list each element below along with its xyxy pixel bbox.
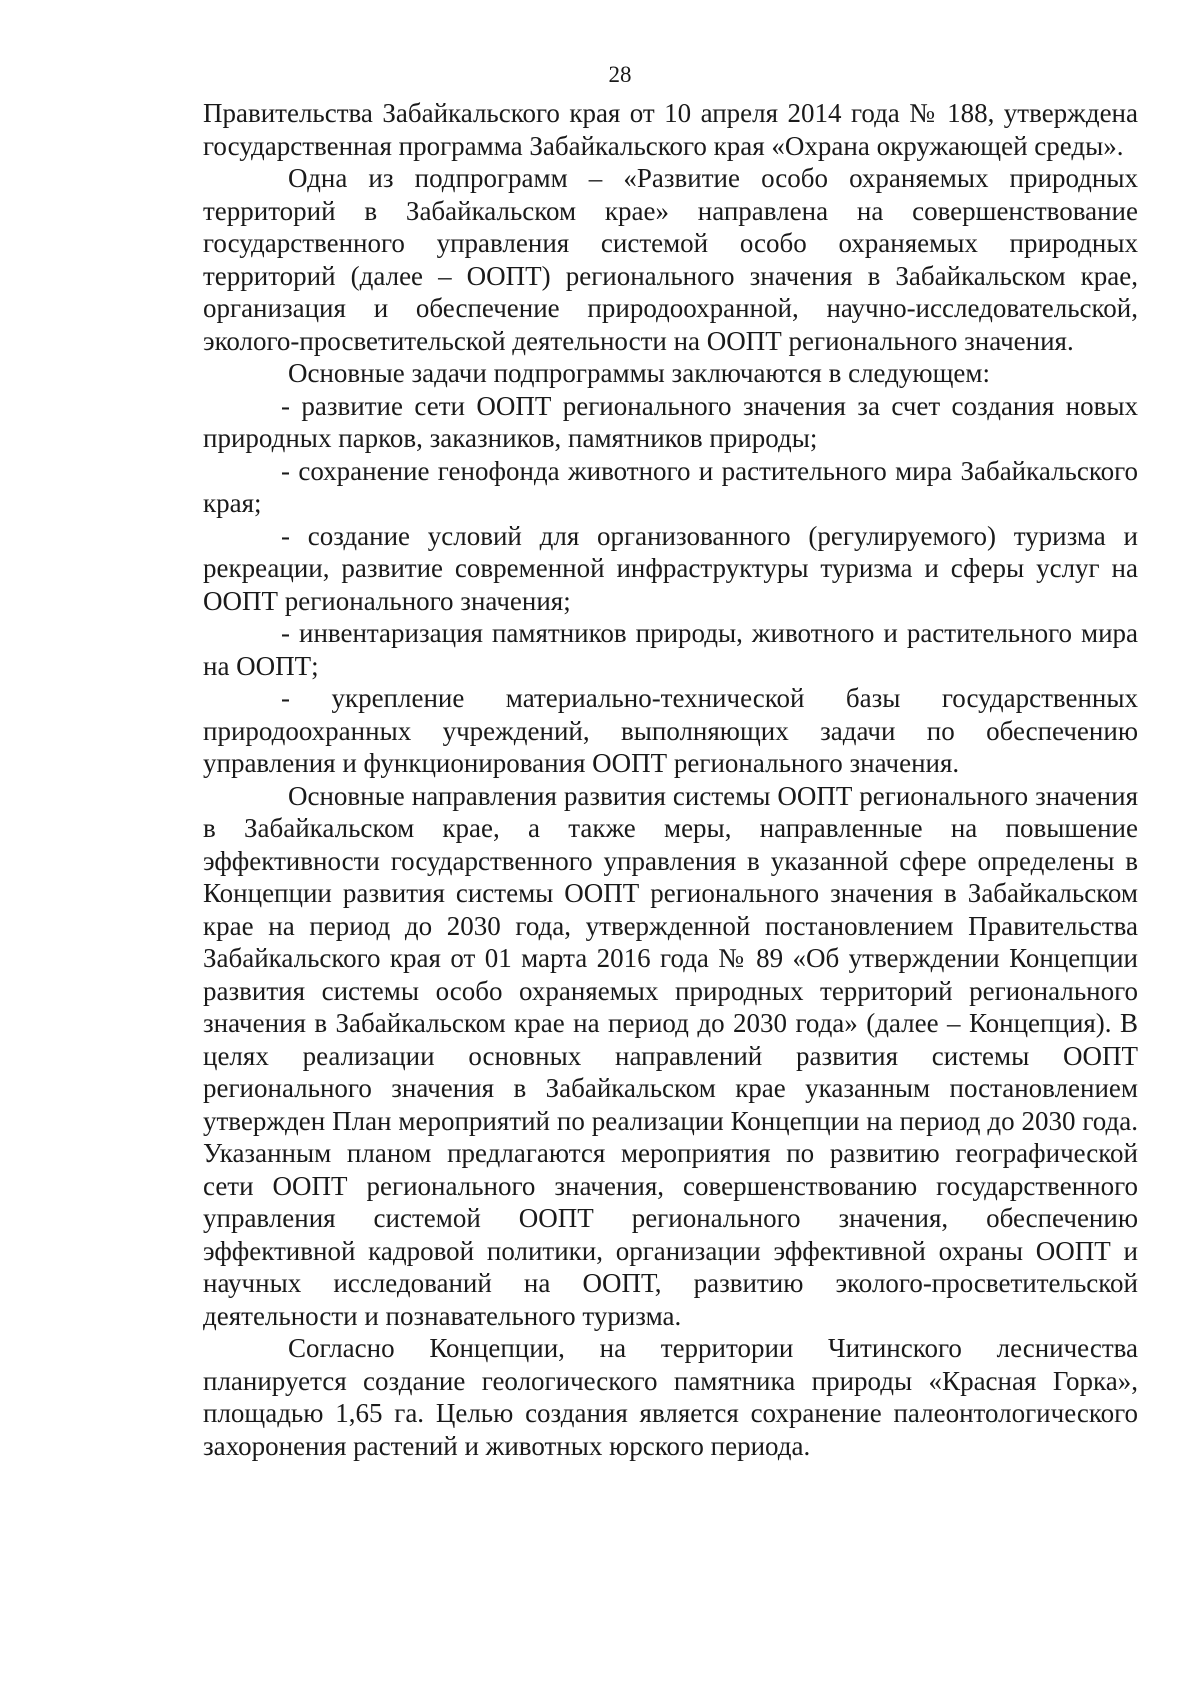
paragraph-concept: Основные направления развития системы ООПТ регионального значения в Забайкальском крае, а также меры, направленные на повышение эффективности государственного управления в указанной сфере определены в Концепции развития системы ООПТ регионального значения в Забайкальском крае на период до 2030 года, утвержденной постановлением Правительства Забайкальского края от 01 марта 2016 года № 89 «Об утверждении Концепции развития системы особо охраняемых природных территорий регионального значения в Забайкальском крае на период до 2030 года» (далее – Концепция). В целях реализации основных направлений развития системы ООПТ регионального значения в Забайкальском крае указанным постановлением утвержден План мероприятий по реализации Концепции на период до 2030 года. Указанным планом предлагаются мероприятия по развитию географической сети ООПТ регионального значения, совершенствованию государственного управления системой ООПТ регионального значения, обеспечению эффективной кадровой политики, организации эффективной охраны ООПТ и научных исследований на ООПТ, развитию эколого-просветительской деятельности и познавательного туризма. — [203, 780, 1138, 1331]
paragraph-subprogram: Одна из подпрограмм – «Развитие особо охраняемых природных территорий в Забайкальском крае» направлена на совершенствование государственного управления системой особо охраняемых природных территорий (далее – ООПТ) регионального значения в Забайкальском крае, организация и обеспечение природоохранной, научно-исследовательской, эколого-просветительской деятельности на ООПТ регионального значения. — [203, 163, 1138, 356]
paragraph-program-intro: Правительства Забайкальского края от 10 апреля 2014 года № 188, утверждена государственная программа Забайкальского края «Охрана окружающей среды». — [203, 98, 1138, 161]
list-item-material-base: - укрепление материально-технической базы государственных природоохранных учреждений, выполняющих задачи по обеспечению управления и функционирования ООПТ регионального значения. — [203, 683, 1138, 778]
list-item-inventory: - инвентаризация памятников природы, животного и растительного мира на ООПТ; — [203, 618, 1138, 681]
list-item-tourism: - создание условий для организованного (регулируемого) туризма и рекреации, развитие современной инфраструктуры туризма и сферы услуг на ООПТ регионального значения; — [203, 520, 1138, 616]
document-body — [203, 97, 1138, 1462]
paragraph-tasks-heading: Основные задачи подпрограммы заключаются в следующем: — [288, 358, 990, 388]
list-item-network-development: - развитие сети ООПТ регионального значения за счет создания новых природных парков, заказников, памятников природы; — [203, 390, 1138, 453]
list-item-gene-pool: - сохранение генофонда животного и растительного мира Забайкальского края; — [203, 455, 1138, 518]
paragraph-krasnaya-gorka: Согласно Концепции, на территории Читинского лесничества планируется создание геологического памятника природы «Красная Горка», площадью 1,65 га. Целью создания является сохранение палеонтологического захоронения растений и животных юрского периода. — [203, 1333, 1138, 1461]
page-number: 28 — [608, 62, 632, 87]
